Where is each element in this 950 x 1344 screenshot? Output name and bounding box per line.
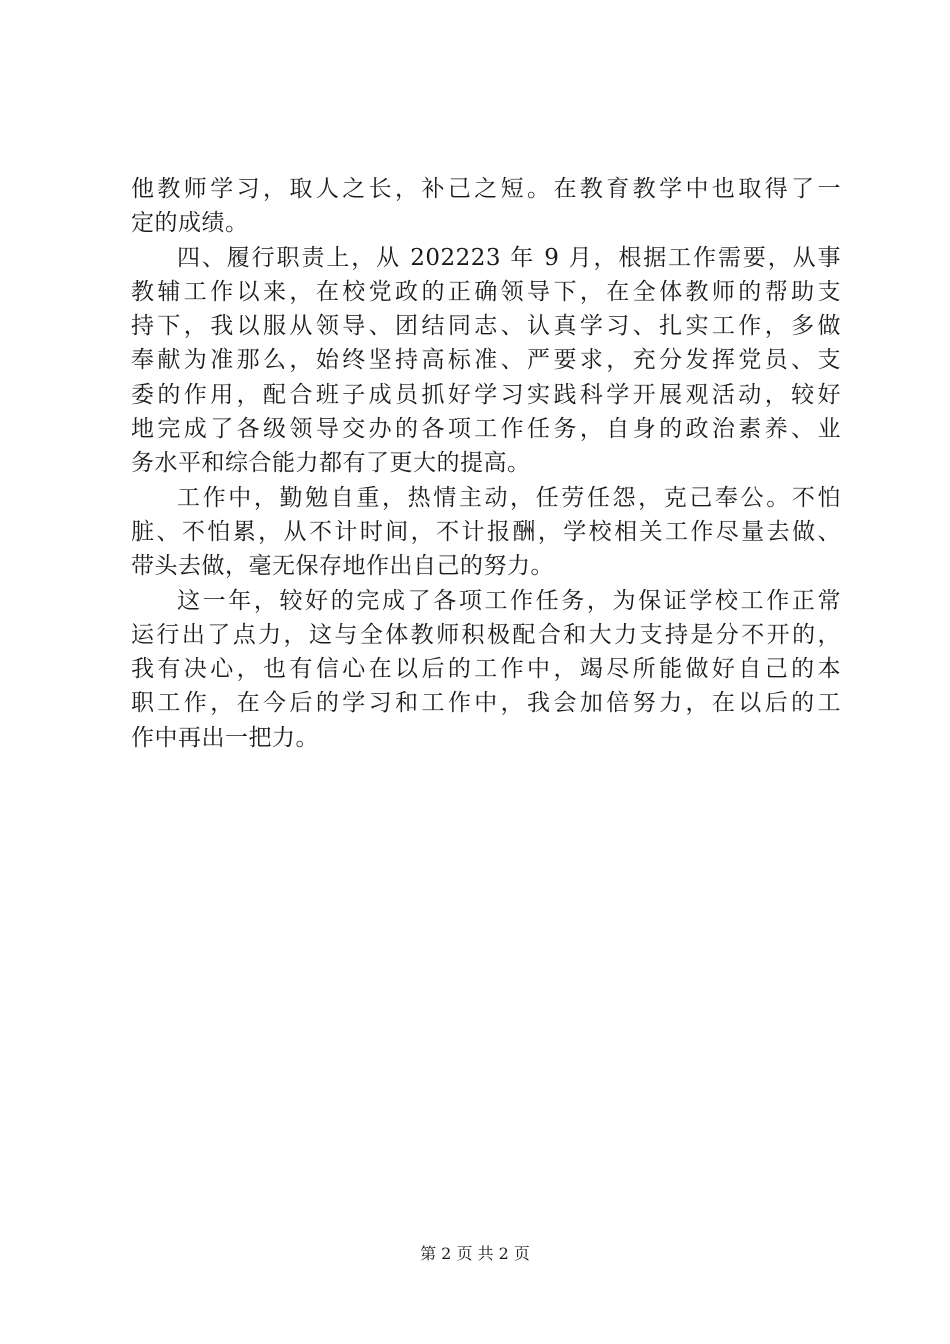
paragraph (131, 172, 841, 241)
text-line: 四、履行职责上，从 202223 年 9 月，根据工作需要，从事 (177, 244, 841, 271)
text-line: 他教师学习，取人之长，补己之短。在教育教学中也取得了一 (131, 176, 841, 202)
text-line: 我有决心，也有信心在以后的工作中，竭尽所能做好自己的本 (131, 656, 841, 683)
text-line: 务水平和综合能力都有了更大的提高。 (131, 450, 531, 477)
page-footer (0, 1242, 950, 1266)
document-body (131, 172, 841, 755)
text-line: 教辅工作以来，在校党政的正确领导下，在全体教师的帮助支 (131, 278, 841, 305)
paragraph (131, 241, 841, 481)
paragraph (131, 481, 841, 584)
page-number: 第 2 页 共 2 页 (420, 1244, 530, 1263)
text-line: 作中再出一把力。 (131, 724, 319, 751)
text-line: 地完成了各级领导交办的各项工作任务，自身的政治素养、业 (131, 416, 841, 443)
text-line: 委的作用，配合班子成员抓好学习实践科学开展观活动，较好 (131, 381, 841, 408)
text-line: 奉献为准那么，始终坚持高标准、严要求，充分发挥党员、支 (131, 347, 841, 374)
text-line: 定的成绩。 (131, 210, 249, 237)
text-line: 运行出了点力，这与全体教师积极配合和大力支持是分不开的， (131, 621, 841, 648)
paragraph (131, 584, 841, 755)
text-line: 职工作，在今后的学习和工作中，我会加倍努力，在以后的工 (131, 690, 841, 717)
text-line: 持下，我以服从领导、团结同志、认真学习、扎实工作，多做 (131, 313, 841, 340)
text-line: 带头去做，毫无保存地作出自己的努力。 (131, 553, 554, 580)
text-line: 这一年，较好的完成了各项工作任务，为保证学校工作正常 (177, 587, 841, 614)
text-line: 脏、不怕累，从不计时间，不计报酬，学校相关工作尽量去做、 (131, 518, 841, 545)
text-line: 工作中，勤勉自重，热情主动，任劳任怨，克己奉公。不怕 (177, 484, 841, 511)
